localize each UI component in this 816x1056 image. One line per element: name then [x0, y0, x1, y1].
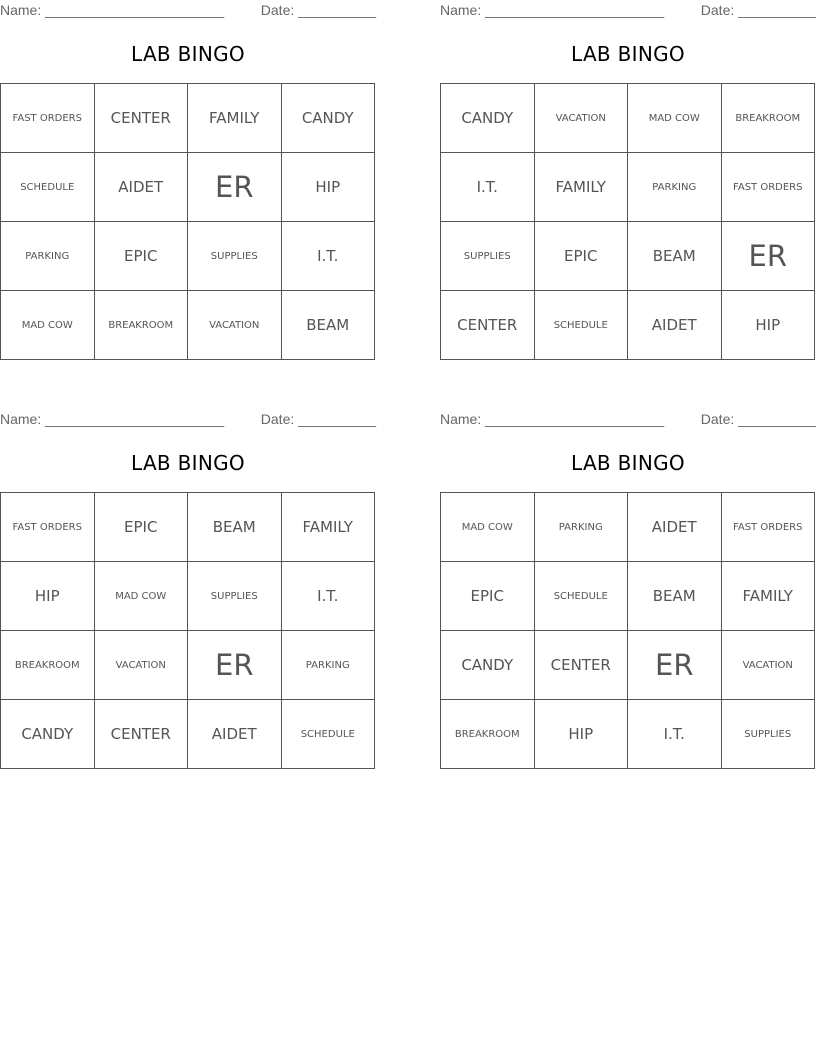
bingo-grid [0, 492, 375, 769]
bingo-cell[interactable]: SCHEDULE [281, 700, 375, 769]
bingo-row [441, 222, 815, 291]
card-title: LAB BINGO [131, 451, 245, 475]
card-title: LAB BINGO [571, 451, 685, 475]
bingo-cell[interactable]: CENTER [534, 631, 628, 700]
bingo-cell[interactable]: VACATION [188, 291, 282, 360]
bingo-row [1, 700, 375, 769]
bingo-cell[interactable]: MAD COW [441, 493, 535, 562]
bingo-cell[interactable]: AIDET [94, 153, 188, 222]
bingo-cell[interactable]: CENTER [94, 700, 188, 769]
bingo-grid [440, 83, 815, 360]
bingo-cell[interactable]: BREAKROOM [1, 631, 95, 700]
bingo-cell[interactable]: CENTER [94, 84, 188, 153]
bingo-cell[interactable]: BEAM [188, 493, 282, 562]
bingo-cell[interactable]: FAMILY [188, 84, 282, 153]
bingo-cell[interactable]: CENTER [441, 291, 535, 360]
bingo-row [1, 493, 375, 562]
bingo-row [441, 562, 815, 631]
bingo-cell[interactable]: VACATION [721, 631, 815, 700]
bingo-cell[interactable]: MAD COW [1, 291, 95, 360]
card-header [440, 0, 816, 20]
bingo-cell[interactable]: VACATION [534, 84, 628, 153]
bingo-cell[interactable]: CANDY [441, 84, 535, 153]
bingo-cell[interactable]: MAD COW [94, 562, 188, 631]
bingo-row [1, 291, 375, 360]
bingo-cell[interactable]: PARKING [1, 222, 95, 291]
bingo-row [441, 84, 815, 153]
bingo-cell[interactable]: AIDET [628, 291, 722, 360]
bingo-cell[interactable]: BEAM [628, 562, 722, 631]
bingo-cell[interactable]: HIP [281, 153, 375, 222]
name-field-label: Name: _______________________ [0, 2, 225, 18]
bingo-cell[interactable]: EPIC [441, 562, 535, 631]
bingo-cell[interactable]: ER [188, 631, 282, 700]
date-field-label: Date: __________ [260, 2, 376, 18]
bingo-card-4 [440, 409, 816, 743]
card-title: LAB BINGO [131, 42, 245, 66]
bingo-cell[interactable]: BREAKROOM [441, 700, 535, 769]
bingo-cell[interactable]: SUPPLIES [721, 700, 815, 769]
card-title: LAB BINGO [571, 42, 685, 66]
bingo-cell[interactable]: PARKING [534, 493, 628, 562]
date-field-label: Date: __________ [260, 411, 376, 427]
bingo-cell[interactable]: PARKING [628, 153, 722, 222]
name-field-label: Name: _______________________ [440, 411, 665, 427]
date-field-label: Date: __________ [700, 411, 816, 427]
bingo-row [441, 291, 815, 360]
bingo-cell[interactable]: AIDET [628, 493, 722, 562]
name-field-label: Name: _______________________ [440, 2, 665, 18]
bingo-cell[interactable]: HIP [721, 291, 815, 360]
bingo-cell[interactable]: VACATION [94, 631, 188, 700]
bingo-cell[interactable]: I.T. [281, 222, 375, 291]
bingo-cell[interactable]: PARKING [281, 631, 375, 700]
bingo-card-2 [440, 0, 816, 334]
bingo-row [1, 631, 375, 700]
bingo-cell[interactable]: CANDY [1, 700, 95, 769]
bingo-cell[interactable]: MAD COW [628, 84, 722, 153]
bingo-cell[interactable]: FAMILY [281, 493, 375, 562]
bingo-cell[interactable]: I.T. [281, 562, 375, 631]
bingo-cell[interactable]: FAST ORDERS [721, 153, 815, 222]
bingo-cell[interactable]: ER [628, 631, 722, 700]
bingo-cell[interactable]: ER [188, 153, 282, 222]
bingo-cell[interactable]: FAST ORDERS [1, 84, 95, 153]
bingo-row [441, 493, 815, 562]
bingo-cell[interactable]: EPIC [94, 222, 188, 291]
bingo-row [1, 84, 375, 153]
date-field-label: Date: __________ [700, 2, 816, 18]
bingo-card-3 [0, 409, 376, 743]
bingo-cell[interactable]: SCHEDULE [1, 153, 95, 222]
card-header [440, 409, 816, 429]
bingo-row [1, 562, 375, 631]
bingo-row [441, 153, 815, 222]
bingo-cell[interactable]: SUPPLIES [188, 222, 282, 291]
bingo-cell[interactable]: SCHEDULE [534, 291, 628, 360]
bingo-cell[interactable]: CANDY [441, 631, 535, 700]
bingo-cell[interactable]: BEAM [281, 291, 375, 360]
bingo-row [441, 700, 815, 769]
bingo-cell[interactable]: SUPPLIES [188, 562, 282, 631]
bingo-cell[interactable]: BEAM [628, 222, 722, 291]
bingo-cell[interactable]: SCHEDULE [534, 562, 628, 631]
bingo-cell[interactable]: AIDET [188, 700, 282, 769]
bingo-cell[interactable]: HIP [534, 700, 628, 769]
bingo-cell[interactable]: EPIC [534, 222, 628, 291]
bingo-cell[interactable]: I.T. [628, 700, 722, 769]
card-header [0, 0, 376, 20]
bingo-cell[interactable]: ER [721, 222, 815, 291]
bingo-row [441, 631, 815, 700]
bingo-cell[interactable]: BREAKROOM [721, 84, 815, 153]
bingo-grid [440, 492, 815, 769]
bingo-cell[interactable]: EPIC [94, 493, 188, 562]
bingo-cell[interactable]: CANDY [281, 84, 375, 153]
bingo-cell[interactable]: FAMILY [534, 153, 628, 222]
bingo-cell[interactable]: BREAKROOM [94, 291, 188, 360]
bingo-row [1, 222, 375, 291]
bingo-cell[interactable]: FAMILY [721, 562, 815, 631]
bingo-grid [0, 83, 375, 360]
name-field-label: Name: _______________________ [0, 411, 225, 427]
bingo-cell[interactable]: FAST ORDERS [1, 493, 95, 562]
bingo-cell[interactable]: SUPPLIES [441, 222, 535, 291]
bingo-cell[interactable]: HIP [1, 562, 95, 631]
bingo-cell[interactable]: I.T. [441, 153, 535, 222]
bingo-card-1 [0, 0, 376, 334]
bingo-row [1, 153, 375, 222]
bingo-cell[interactable]: FAST ORDERS [721, 493, 815, 562]
card-header [0, 409, 376, 429]
